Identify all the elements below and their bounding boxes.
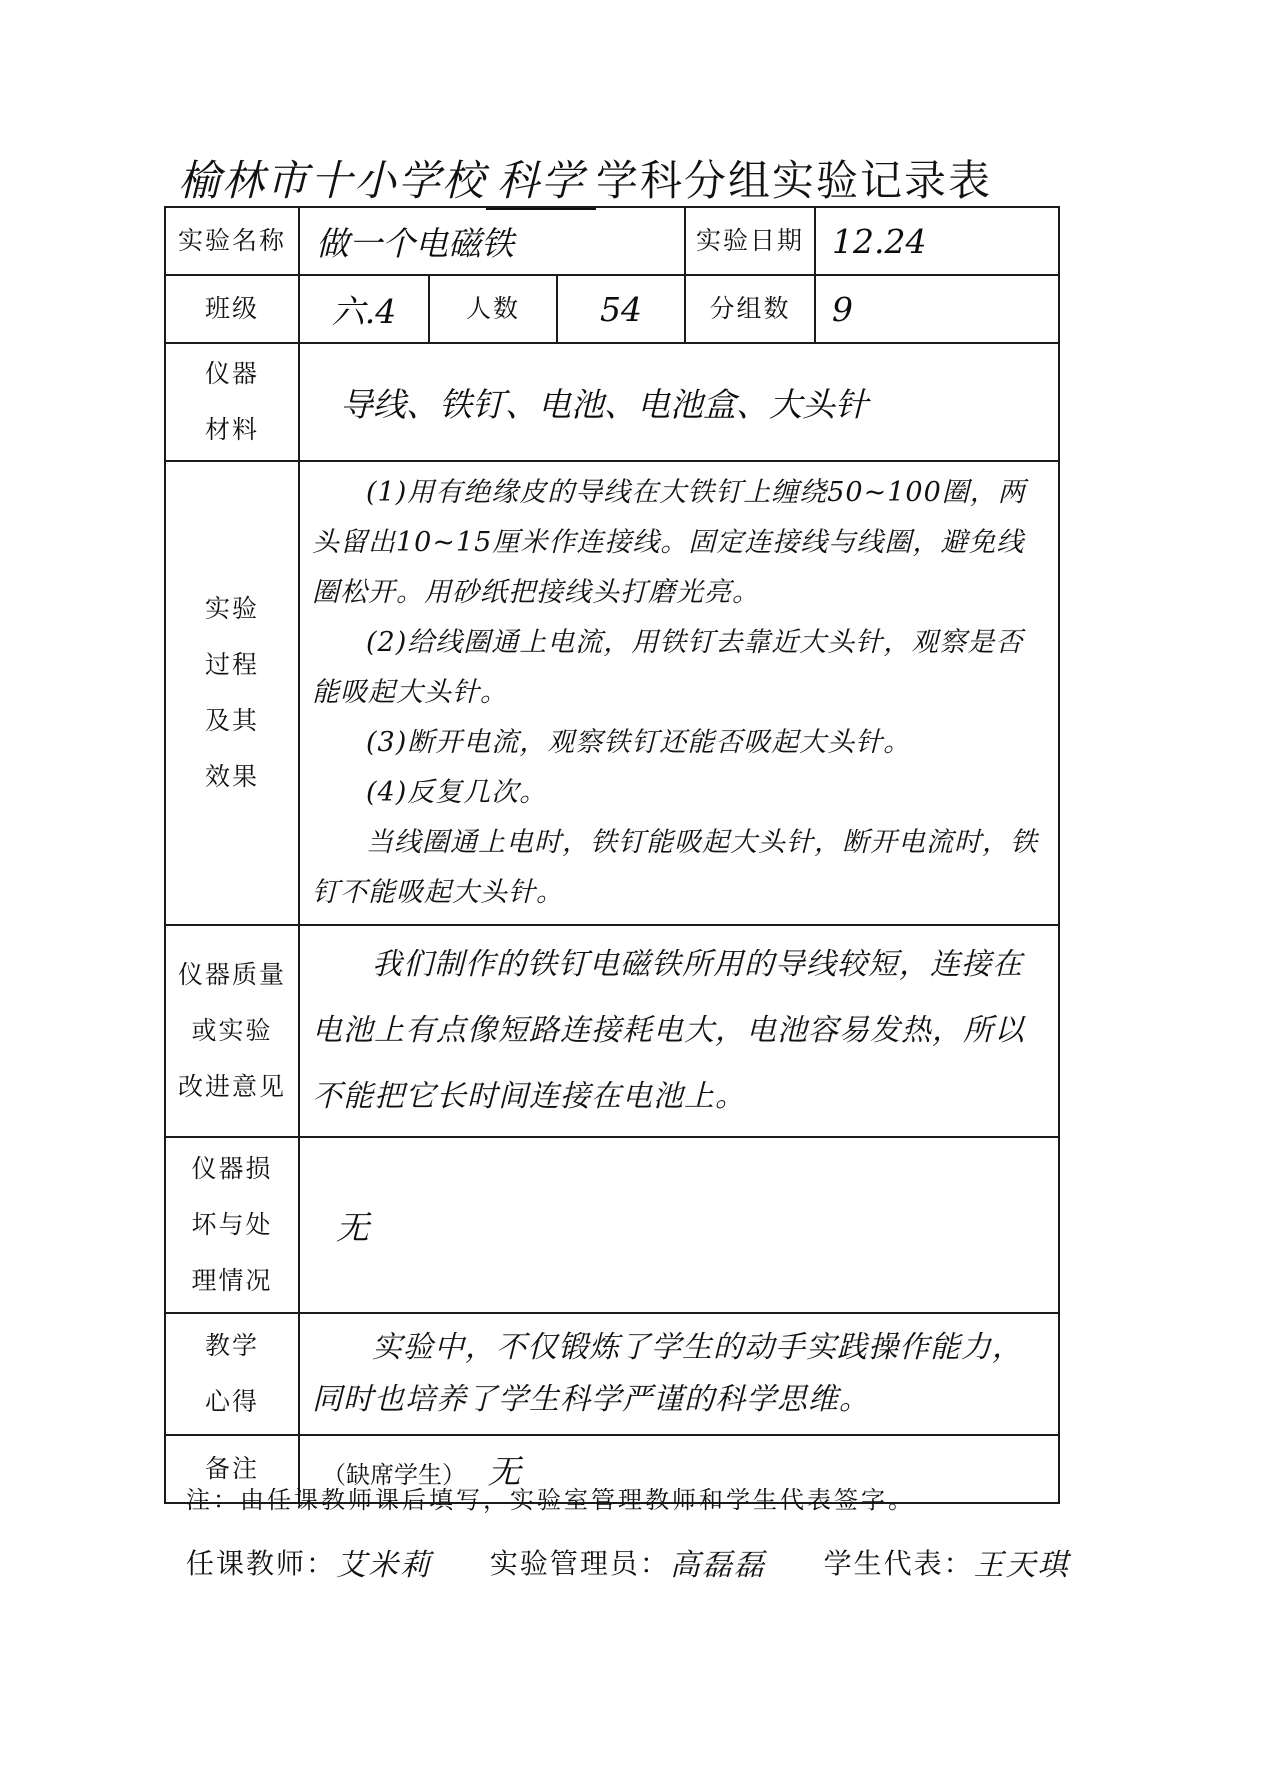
- row-reflection: [165, 1313, 1059, 1435]
- form-title-text: 学科分组实验记录表: [596, 156, 993, 205]
- admin-label: 实验管理员：: [489, 1547, 670, 1580]
- value-class: 六.4: [299, 275, 429, 343]
- label-reflection-line: 教学: [204, 1331, 259, 1360]
- process-step: (2)给线圈通上电流，用铁钉去靠近大头针，观察是否能吸起大头针。: [312, 627, 1024, 708]
- label-class: 班级: [165, 275, 299, 343]
- student-label: 学生代表：: [823, 1547, 974, 1580]
- label-damage-line: 理情况: [191, 1266, 273, 1295]
- row-experiment-name: [165, 207, 1059, 275]
- label-process-line: 实验: [204, 594, 259, 623]
- teacher-label: 任课教师：: [186, 1547, 337, 1580]
- school-name: 榆林市十小学校: [178, 156, 487, 205]
- label-damage-line: 仪器损: [191, 1154, 273, 1183]
- process-result: 当线圈通上电时，铁钉能吸起大头针，断开电流时，铁钉不能吸起大头针。: [312, 827, 1038, 908]
- footer-note: 注：由任课教师课后填写，实验室管理教师和学生代表签字。: [186, 1486, 915, 1514]
- value-experiment-date: 12.24: [815, 207, 1059, 275]
- admin-signature: 高磊磊: [669, 1548, 766, 1583]
- process-step: (4)反复几次。: [366, 777, 548, 808]
- row-quality: [165, 925, 1059, 1137]
- student-signature: 王天琪: [973, 1548, 1070, 1583]
- label-group-count: 分组数: [685, 275, 815, 343]
- quality-text: 我们制作的铁钉电磁铁所用的导线较短，连接在电池上有点像短路连接耗电大，电池容易发热，所以不能把它长时间连接在电池上。: [312, 947, 1025, 1114]
- label-instruments: [165, 343, 299, 461]
- record-table: [164, 206, 1060, 1504]
- label-process-line: 过程: [204, 650, 259, 679]
- value-process: [299, 461, 1059, 925]
- value-instruments: 导线、铁钉、电池、电池盒、大头针: [299, 343, 1059, 461]
- label-process-line: 效果: [204, 762, 259, 791]
- label-damage: [165, 1137, 299, 1313]
- label-people-count: 人数: [429, 275, 557, 343]
- row-process: [165, 461, 1059, 925]
- label-experiment-name: 实验名称: [165, 207, 299, 275]
- subject-name: 科学: [486, 148, 596, 210]
- row-instruments: [165, 343, 1059, 461]
- label-quality-line: 仪器质量: [177, 960, 286, 989]
- form-title: [178, 148, 1058, 208]
- label-instruments-line: 仪器: [204, 359, 259, 388]
- label-damage-line: 坏与处: [191, 1210, 273, 1239]
- label-remarks: 备注: [165, 1435, 299, 1503]
- value-group-count: 9: [815, 275, 1059, 343]
- process-step: (3)断开电流，观察铁钉还能否吸起大头针。: [366, 727, 912, 758]
- label-process-line: 及其: [204, 706, 259, 735]
- label-quality-line: 改进意见: [177, 1072, 286, 1101]
- reflection-text: 实验中，不仅锻炼了学生的动手实践操作能力，同时也培养了学生科学严谨的科学思维。: [312, 1330, 1023, 1417]
- row-damage: [165, 1137, 1059, 1313]
- value-quality: [299, 925, 1059, 1137]
- label-experiment-date: 实验日期: [685, 207, 815, 275]
- label-instruments-line: 材料: [204, 415, 259, 444]
- row-class-info: [165, 275, 1059, 343]
- absent-label: （缺席学生）: [322, 1460, 466, 1489]
- process-step: (1)用有绝缘皮的导线在大铁钉上缠绕50~100圈，两头留出10~15厘米作连接线。固定连接线与线圈，避免线圈松开。用砂纸把接线头打磨光亮。: [312, 477, 1026, 608]
- value-people-count: 54: [557, 275, 685, 343]
- label-reflection: [165, 1313, 299, 1435]
- label-process: [165, 461, 299, 925]
- absent-value: 无: [487, 1451, 521, 1491]
- signature-line: [186, 1540, 1086, 1590]
- value-damage: 无: [299, 1137, 1059, 1313]
- label-reflection-line: 心得: [204, 1387, 259, 1416]
- value-experiment-name: 做一个电磁铁: [299, 207, 685, 275]
- label-quality: [165, 925, 299, 1137]
- label-quality-line: 或实验: [191, 1016, 273, 1045]
- teacher-signature: 艾米莉: [336, 1548, 433, 1583]
- value-reflection: [299, 1313, 1059, 1435]
